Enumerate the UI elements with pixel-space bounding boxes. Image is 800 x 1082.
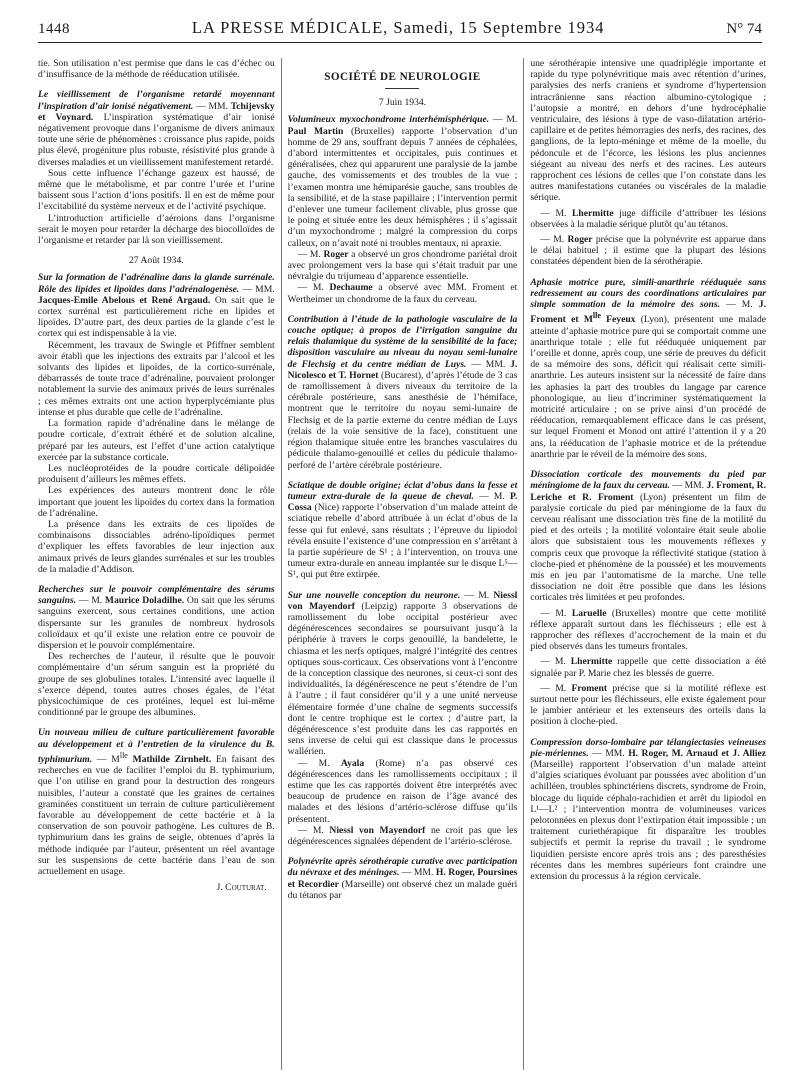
discussion-paragraph [530,683,766,728]
article-text: (Leipzig) rapporte 3 observations de ramollissement du lobe occipital postérieur avec dégénérescences secondaires se poursuivant jusqu’à la périphérie à travers le corps genouillé, la bandelette, le chiasma et les nerfs optiques, malgré l’intégrité des centres optiques sous-corticaux. Ces observations vont à l’encontre de la conception classique des neurones, si ceux-ci sont des individualités, la dégénérescence ne peut s’étendre de l’un à l’autre ; il faut considérer qu’il y a une unité nerveuse élémentaire formée d’une chaîne de segments successifs dont le centre trophique est le cortex ; d’autre part, la dégénérescence s’est produite dans les cas rapportés en sens inverse de celui qui est classique dans le processus wallérien. [287,600,518,758]
article-title: Sur la formation de l’adrénaline dans la glande surrénale. Rôle des lipides et lipoïdes dans l’adrénalogenèse. [38,272,275,295]
article-text: En faisant des recherches en vue de faciliter l’emploi du B. typhimurium, que l’on utilise en grand pour la destruction des rongeurs nuisibles, l’auteur a constaté que les graines de certaines graminées constituent un terrain de culture particulièrement favorable au développement de cette bactérie et à la conservation de son pouvoir pathogène. Les cultures de B. typhimurium dans les grains de seigle, obtenues d’après la méthode indiquée par l’auteur, présentent un réel avantage sur les suspensions de cette bactérie dans l’eau de son actuellement en usage. [38,753,275,877]
lead-text: — M. [76,595,105,607]
lead-text: — M. [540,607,572,619]
lead-text: — MM. [239,283,275,295]
article-authors: J. Nicolesco et T. Hornet [287,358,518,381]
paragraph: Les nucléoprotéides de la poudre corticale délipoïdée produisent d’ailleurs les mêmes effets. [38,462,275,486]
page-number: 1448 [38,21,70,37]
article-title: Compression dorso-lombaire par télangiectasies veineuses pie-mériennes. [530,736,766,759]
article-text: (Bucarest), d’après l’étude de 3 cas de ramollissement à divers niveaux du territoire de la cérébrale postérieure, sans anesthésie de l’hémiface, montrent que le territoire du noyau semi-lunaire de Flechsig et de la partie externe du centre médian de Luys (relais de la voie sensitive de la face), constituent une région thalamique située entre les branches vasculaires du pédicule thalamo-genouillé et celles du pédicule thalamo-perforé de l’artère cérébrale postérieure. [287,369,518,471]
paragraph-text: juge difficile d’attribuer les lésions observées à la maladie sérique plutôt qu’au tétanos. [530,207,766,230]
discussion-paragraph [288,825,518,847]
column-3 [523,58,766,1070]
paragraph-text: ne croit pas que les dégénérescences signalées dépendent de l’artério-sclérose. [287,824,518,847]
journal-title: LA PRESSE MÉDICALE, Samedi, 15 Septembre 1934 [191,18,605,37]
lead-text: — M [92,753,120,765]
lead-text: — M. [297,248,324,260]
paragraph-text: précise que la polynévrite est apparue dans le délai habituel ; il estime que la plupart des lésions constatées dépendent bien de la sérothérapie. [530,234,766,268]
column-1 [38,58,281,1070]
article-authors: P. Cossa [287,490,518,514]
article-entry [530,277,766,460]
article-text: (Lyon), présentent une malade atteinte d’aphasie motrice pure qui se comportait comme une anarthrique totale ; elle fut rééduquée uniquement par l’oreille et donne, après coup, une série de preuves du déficit de sa mémoire des sons, déficit qui réalisait cette simili-anarthrie. Les auteurs insistent sur la nécessité de faire dans les aphasies la part des troubles du langage par carence phonologique, au lieu d’incriminer systématiquement la motricité articulaire ; on se prive ainsi d’un procédé de rééducation, remarquablement efficace dans le cas présent, sur lequel Froment et Monod ont attiré l’attention il y a 20 ans, la rééducation de l’aphasie motrice et de la prétendue anarthrie par le réveil de la mémoire des sons. [530,314,766,460]
lead-text: — MM. [588,747,629,759]
article-authors: J. Froment, R. Leriche et R. Froment [530,480,766,503]
page-header [38,8,762,43]
speaker-name: Roger [323,248,349,260]
article-authors: Tchijevsky et Voynard. [38,100,275,123]
lead-text: — M. [473,490,510,502]
article-entry [38,272,275,339]
article-entry [288,590,518,758]
article-title: Sciatique de double origine; éclat d’obus dans la fesse et tumeur extra-durale de la queue de cheval. [287,479,518,502]
discussion-paragraph [530,234,766,268]
lead-text: — MM. [399,867,436,879]
speaker-name: Lhermitte [572,207,614,219]
lead-text: — M. [297,757,341,769]
discussion-paragraph [288,758,518,825]
lead-text: — M. [297,282,330,294]
article-authors: Mathilde Zirnhelt. [127,753,212,765]
article-authors: Maurice Doladilhe. [104,595,185,607]
article-text: (Marseille) ont observé chez un malade guéri du tétanos par [287,878,518,901]
article-authors: H. Roger, Poursines et Recordier [287,867,518,890]
article-entry [288,856,518,901]
discussion-paragraph [530,208,766,230]
date-heading: 27 Août 1934. [129,255,184,267]
paragraph-text: a observé un gros chondrome pariétal droit avec prolongement vers la base qui s’était traduit par une névralgie du trijumeau d’apparence essentielle. [287,248,518,283]
article-authors: Paul Martin [287,125,344,137]
speaker-name: Niessl von Mayendorf [329,824,426,836]
paragraph-text: précise que si la motilité réflexe est surtout nette pour les fléchisseurs, elle existe également pour le jambier antérieur et les extenseurs des orteils dans la position à cloche-pied. [530,682,766,728]
article-authors: J. Froment et M [530,299,766,326]
article-title: Sur une nouvelle conception du neurone. [287,589,461,601]
article-title: Recherches sur le pouvoir complémentaire des sérums sanguins. [38,583,275,607]
article-title: Un nouveau milieu de culture particulièrement favorable au développement et à l’entretien de la virulence du B. typhimurium. [38,727,275,765]
article-authors: Niessl von Mayendorf [287,589,518,612]
speaker-name: Ayala [340,757,365,769]
article-entry [530,469,766,603]
speaker-name: Dechaume [329,282,373,294]
discussion-paragraph [288,249,518,283]
paragraph: L’introduction artificielle d’aéroions dans l’organisme serait le moyen pour retarder la décharge des biocolloïdes de l’organisme et retarder par là son vieillissement. [38,212,275,247]
speaker-name: Lhermitte [570,656,613,668]
section-heading: SOCIÉTÉ DE NEUROLOGIE [288,72,518,89]
paragraph: Sous cette influence l’échange gazeux est haussé, de même que le métabolisme, et par contre l’urée et l’urine baissent sous l’action d’ions positifs. Il en est de même pour l’excitabilité du système nerveux et de l’activité psychique. [38,167,275,213]
article-entry [38,584,275,651]
superscript: lle [119,750,128,760]
lead-text: — M. [297,824,330,836]
lead-text: — M. [720,299,759,311]
lead-text: — MM. [466,358,511,370]
article-title: Volumineux myxochondrome interhémisphérique. [287,114,490,126]
paragraph-text: a observé avec MM. Froment et Wertheimer un chondrome de la faux du cerveau. [287,282,518,305]
paragraph-text: (Rome) n’a pas observé ces dégénérescences dans les ramollissements occipitaux ; il estime que les cas rapportés doivent être interprétés avec beaucoup de prudence en raison de l’âge avancé des malades et des lésions d’artério-sclérose diffuse qu’ils présentent. [287,757,518,825]
paragraph: une sérothérapie intensive une quadriplégie importante et rapide du type polynévritique mais avec rétention d’urines, paralysies des nerfs craniens et syndrome d’hypertension intracrânienne sans réaction albumino-cytologique ; l’autopsie a montré, en dehors d’une hydrocéphalie ventriculaire, des lésions à type de vaso-dilatation artério- capillaire et de petites hémorragies des nerfs, des racines, des ganglions, de la lepto-méninge et même de la moelle, du pédoncule et de l’écorce, les lésions les plus anciennes siégeant au niveau des nerfs et des racines. Les auteurs rapprochent ces lésions de celles que l’on constate dans les autres manifestations cutanées ou viscérales de la maladie sérique. [530,58,766,204]
column-2 [281,58,524,1070]
article-entry [530,737,766,883]
article-entry [38,727,275,877]
article-authors: Jacques-Emile Abelous et René Argaud. [38,294,211,306]
speaker-name: Roger [567,234,593,246]
article-entry [288,314,518,471]
lead-text: — M. [460,589,494,601]
article-entry [38,89,275,167]
article-text: L’inspiration systématique d’air ionisé négativement provoque dans l’organisme de divers animaux toute une série de phénomènes : croissance plus rapide, poids plus élevé, progéniture plus robuste, résistivité plus grande à diverses maladies et un vieillissement manifestement retardé. [38,111,275,168]
lead-text: — M. [489,114,518,126]
speaker-name: Laruelle [571,607,607,619]
discussion-paragraph [530,656,766,678]
article-text: (Lyon) présentent un film de paralysie corticale du pied par méningiome de la faux du cerveau réalisant une dissociation très fine de la motilité du pied et des orteils ; la motilité volontaire était seule abolie alors que subsistaient tous les mouvements réflexes y compris ceux que provoque la réflectivité statique (station à cloche-pied et phénomène de la poussée) et les mouvements mis en jeu par l’automatisme de la marche. Une telle dissociation ne doit être possible que dans les lésions corticales très limitées et peu profondes. [530,491,766,604]
discussion-paragraph [288,282,518,304]
lead-text: — M. [540,682,572,694]
paragraph: La formation rapide d’adrénaline dans le mélange de poudre corticale, d’extrait éthéré et de solution alcaline, préparé par les auteurs, est l’effet d’une action catalytique exercée par la substance corticale. [38,418,275,463]
paragraph: Les expériences des auteurs montrent donc le rôle important que jouent les lipoïdes du cortex dans la formation de l’adrénaline. [38,485,275,519]
superscript: lle [592,311,601,321]
article-authors: Feyeux [600,314,636,326]
article-title: Aphasie motrice pure, simili-anarthrie rééduquée sans redressement au cours des coordinations articulaires par simple sommation de la mémoire des sons. [530,276,766,311]
article-entry [288,114,518,248]
lead-text: — M. [540,207,573,219]
paragraph-text: rappelle que cette dissociation a été signalée par P. Marie chez les blessés de guerre. [530,656,766,679]
paragraph: La présence dans les extraits de ces lipoïdes de combinaisons dissociables adréno-lipoïdiques permet d’expliquer les effets favorables de leur injection aux animaux privés de leurs glandes surrénales et sur les troubles de la maladie d’Addison. [38,518,275,575]
article-title: Le vieillissement de l’organisme retardé moyennant l’inspiration d’air ionisé négativement. [38,89,275,112]
lead-text: — MM. [669,480,707,492]
article-title: Polynévrite après sérothérapie curative avec participation du névraxe et des méninges. [287,856,518,879]
paragraph: Récemment, les travaux de Swingle et Pfiffner semblent avoir établi que les injections des extraits par l’alcool et les solvants des lipides et lipoïdes, de la cortico-surrénale, débarrassés de toute trace d’adrénaline, pouvaient prolonger notablement la survie des animaux privés de leurs surrénales ; ces mêmes extraits ont une action hyperplycémiante plus intense et plus durable que celle de l’adrénaline. [38,339,275,418]
lead-text: — M. [540,656,571,668]
speaker-name: Froment [571,682,608,694]
article-text: (Nice) rapporte l’observation d’un malade atteint de sciatique rebelle d’abord attribuée à un éclat d’obus de la fesse qui fut enlevé, sans résultats ; l’épreuve du lipiodol révéla ensuite l’existence d’une compression en s’arrêtant à la partie supérieure de S¹ ; à l’intervention, on trouva une tumeur extra-durale en anneau implantée sur le disque L⁵—S¹, qui put être extirpée. [287,502,518,581]
paragraph: Des recherches de l’auteur, il résulte que le pouvoir complémentaire d’un sérum sanguin est la propriété du groupe de ses globulines totales. L’intensité avec laquelle il s’exerce dépend, toutes autres choses égales, de l’état physicochimique de ces protéines, lequel est lui-même conditionné par le groupe des albumines. [38,651,275,719]
paragraph-text: (Bruxelles) montre que cette motilité réflexe apparaît surtout dans les fléchisseurs ; elle est à rapprocher des réflexes d’accrochement de la main et du pied observés dans les tumeurs frontales. [530,607,766,653]
paragraph: tie. Son utilisation n’est permise que dans le cas d’échec ou d’insuffisance de la méthode de rééducation utilisée. [38,58,275,81]
article-text: On sait que le cortex surrénal est particulièrement riche en lipides et lipoïdes. D’autre part, des deux parties de la glande c’est le cortex qui est indispensable à la vie. [38,294,275,340]
signature: J. Couturat. [216,882,267,894]
article-entry [288,480,518,581]
article-authors: H. Roger, M. Arnaud et J. Alliez [628,747,766,759]
text-columns [38,58,766,1070]
lead-text: — MM. [193,100,231,112]
discussion-paragraph [530,608,766,653]
lead-text: — M. [540,234,568,246]
article-text: (Marseille) rapportent l’observation d’un malade atteint d’algies sciatiques évoluant par poussées avec abolition d’un achilléen, troubles sphinctériens discrets, syndrome de Froin, blocage du liquide céphalo-rachidien et arrêt du lipiodol en L¹—L² ; l’intervention montra de volumineuses varices pelotonnées en plexus dont l’extirpation était impossible ; un traitement curiethérapique fit disparaître les troubles subjectifs et permit la reprise du travail ; le syndrome liquidien persiste encore après trois ans ; des paresthésies récentes dans les membres supérieurs font craindre une extension du processus à la région cervicale. [530,758,766,882]
article-title: Dissociation corticale des mouvements du pied par méningiome de la faux du cerveau. [530,469,766,492]
date-heading: 7 Juin 1934. [378,97,427,109]
issue-number: N° 74 [726,21,762,37]
article-text: On sait que les sérums sanguins exercent, sous certaines conditions, une action dispersante sur les granules de nombreux hydrosols colloïdaux et qu’il existe une relation entre ce pouvoir de dispersion et le pouvoir complémentaire. [38,595,275,651]
article-title: Contribution à l’étude de la pathologie vasculaire de la couche optique; à propos de l’irrigation sanguine du relais thalamique du système de la sensibilité de la face; disposition vasculaire au niveau du noyau semi-lunaire de Flechsig et du centre médian de Luys. [287,313,518,370]
article-text: (Bruxelles) rapporte l’observation d’un homme de 29 ans, souffrant depuis 7 années de céphalées, d’abord intermittentes et occipitales, puis continues et généralisées, chez qui apparurent une paralysie de la jambe gauche, des vomissements et des troubles de la vue ; l’examen montra une hémiparésie gauche, sans troubles de la sensibilité, et de la stase papillaire ; l’intervention permit d’enlever une tumeur facilement clivable, plus grosse que le poing et située entre les deux hémisphères ; il s’agissait d’un myxochondrome ; malgré la compression du corps calleux, on n’avait noté ni troubles mentaux, ni apraxie. [287,125,518,249]
